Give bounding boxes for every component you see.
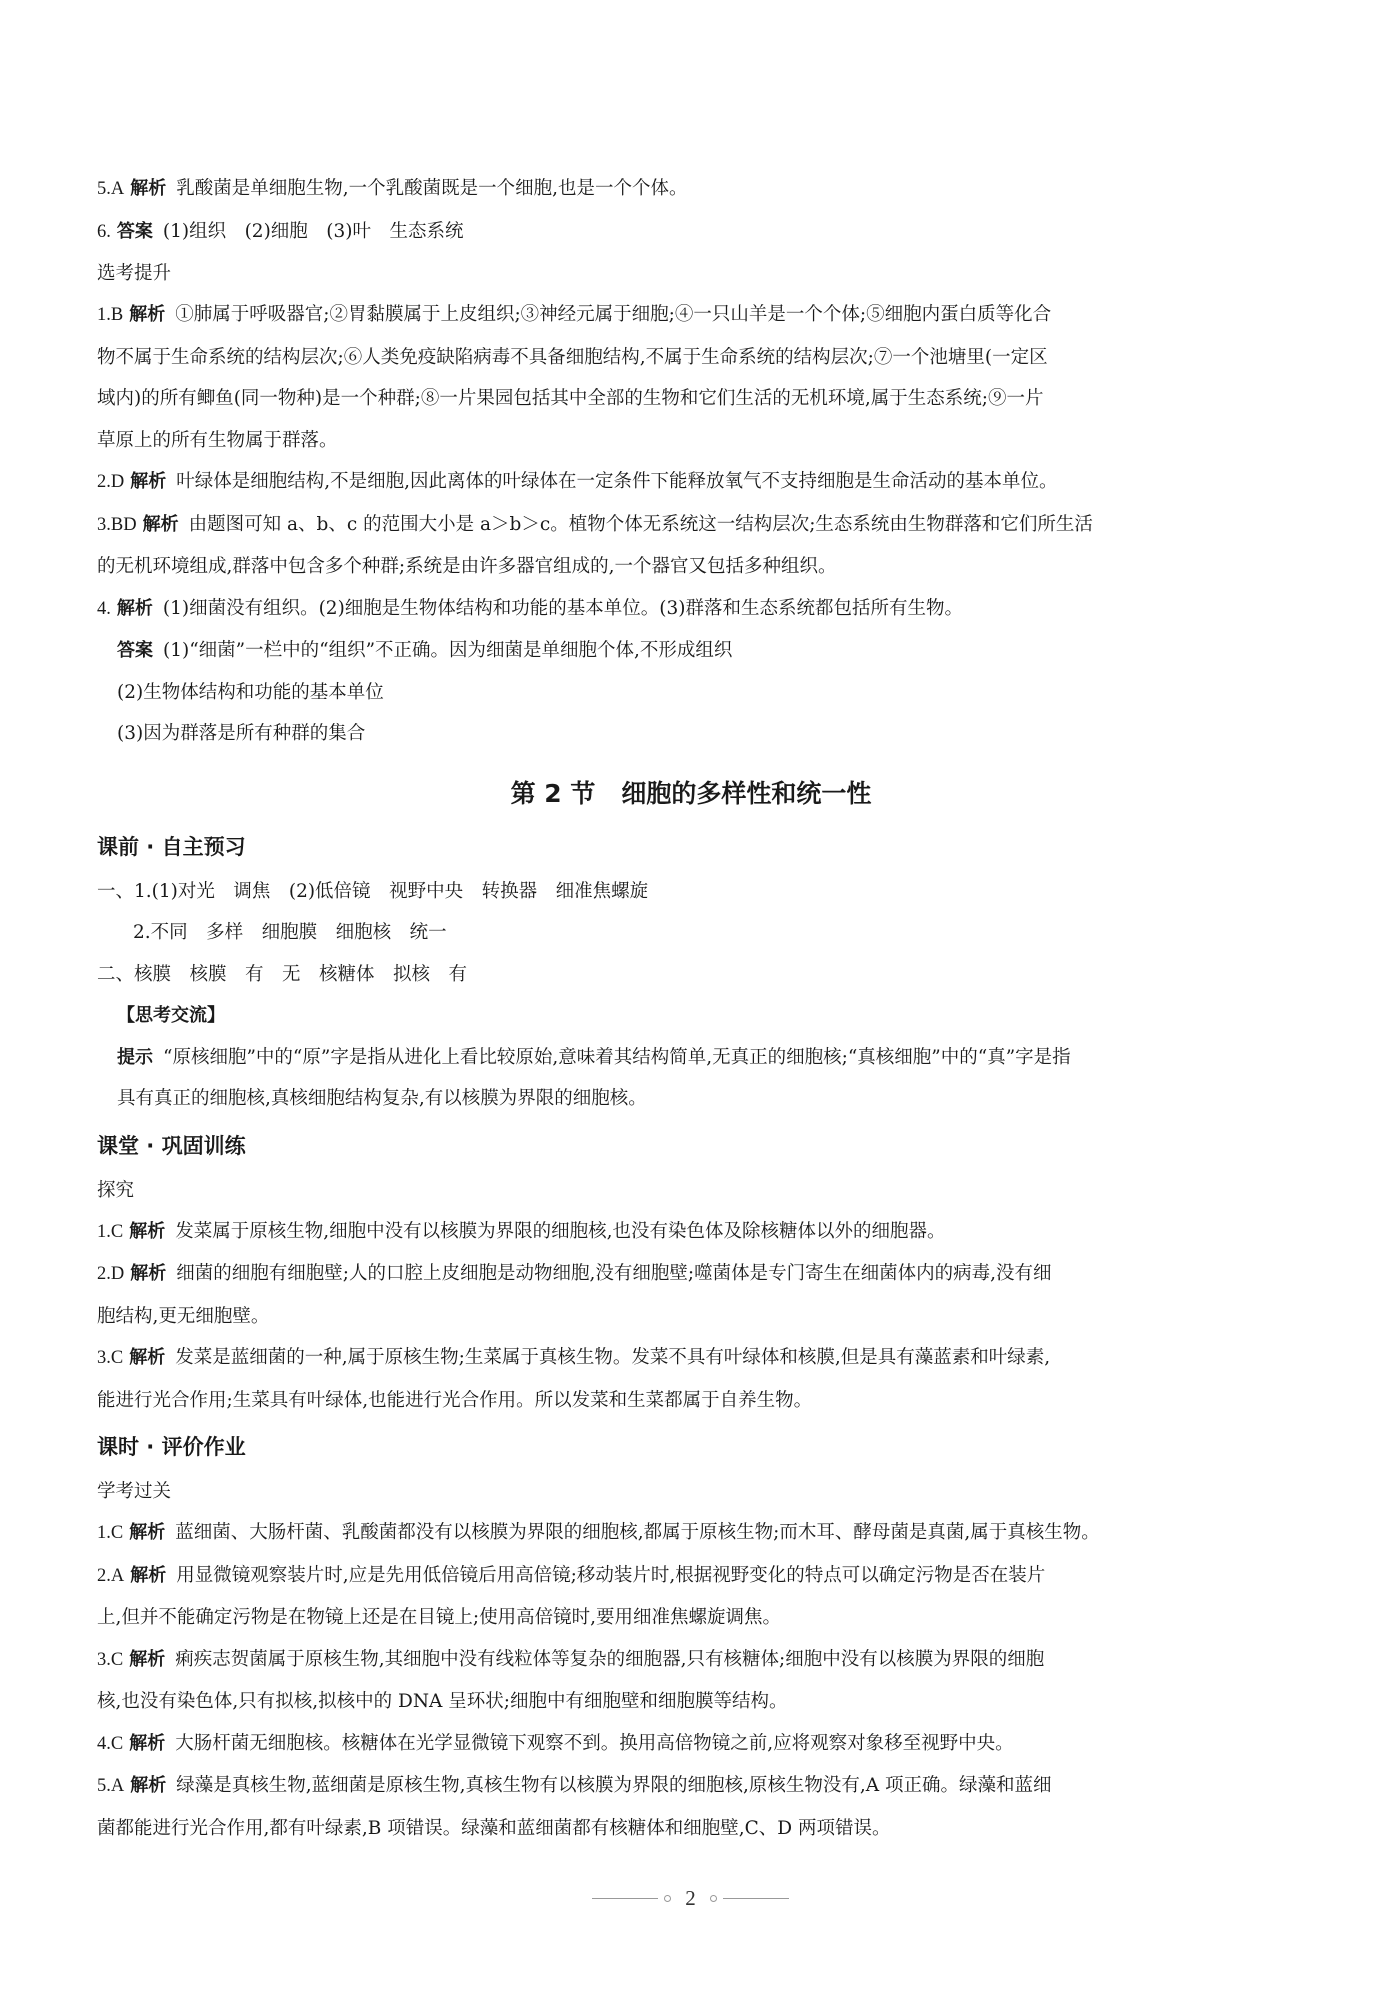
think-tip: 提示 “原核细胞”中的“原”字是指从进化上看比较原始,意味着其结构简单,无真正的细胞核;“真核细胞”中的“真”字是指 具有真正的细胞核,真核细胞结构复杂,有以核膜为界限的细胞核。 (117, 1046, 1071, 1109)
kshi-answer-5: 5.A 解析 绿藻是真核生物,蓝细菌是原核生物,真核生物有以核膜为界限的细胞核,原核生物没有,A 项正确。绿藻和蓝细 菌都能进行光合作用,都有叶绿素,B 项错误。绿藻和蓝细菌都有核糖体和细胞壁,C、D 两项错误。 (97, 1775, 1052, 1839)
answer-5: 5.A 解析 乳酸菌是单细胞生物,一个乳酸菌既是一个细胞,也是一个个体。 (97, 178, 688, 199)
footer-dot-right (710, 1895, 717, 1902)
think-exchange: 【思考交流】 (117, 1005, 225, 1026)
ktang-answer-1: 1.C 解析 发菜属于原核生物,细胞中没有以核膜为界限的细胞核,也没有染色体及除核糖体以外的细胞器。 (97, 1220, 946, 1242)
section-kshi-title: 课时 · 评价作业 (97, 1435, 246, 1459)
ktang-answer-3: 3.C 解析 发菜是蓝细菌的一种,属于原核生物;生菜属于真核生物。发菜不具有叶绿体和核膜,但是具有藻蓝素和叶绿素, 能进行光合作用;生菜具有叶绿体,也能进行光合作用。所以发菜和生菜都属于自养生物。 (97, 1347, 1051, 1411)
ktang-answer-2: 2.D 解析 细菌的细胞有细胞壁;人的口腔上皮细胞是动物细胞,没有细胞壁;噬菌体是专门寄生在细菌体内的病毒,没有细 胞结构,更无细胞壁。 (97, 1263, 1052, 1327)
xuankao-answer-2: 2.D 解析 叶绿体是细胞结构,不是细胞,因此离体的叶绿体在一定条件下能释放氧气不支持细胞是生命活动的基本单位。 (97, 471, 1058, 492)
kshi-answer-4: 4.C 解析 大肠杆菌无细胞核。核糖体在光学显微镜下观察不到。换用高倍物镜之前,应将观察对象移至视野中央。 (97, 1732, 1014, 1754)
chapter-heading: 第 2 节 细胞的多样性和统一性 (510, 778, 872, 808)
section-ktang-title: 课堂 · 巩固训练 (97, 1133, 246, 1158)
subsection-tanjiu: 探究 (97, 1179, 135, 1201)
kshi-answer-3: 3.C 解析 痢疾志贺菌属于原核生物,其细胞中没有线粒体等复杂的细胞器,只有核糖体;细胞中没有以核膜为界限的细胞 核,也没有染色体,只有拟核,拟核中的 DNA 呈环状;细胞中有细胞壁和细胞膜等结构。 (97, 1648, 1045, 1712)
page-number: 2 (685, 1886, 696, 1910)
kshi-answer-2: 2.A 解析 用显微镜观察装片时,应是先用低倍镜后用高倍镜;移动装片时,根据视野变化的特点可以确定污物是否在装片 上,但并不能确定污物是在物镜上还是在目镜上;使用高倍镜时,要用细准焦螺旋调焦。 (97, 1564, 1046, 1628)
answer-6: 6. 答案 (1)组织 (2)细胞 (3)叶 生态系统 (97, 220, 464, 242)
kqian-line-2: 2.不同 多样 细胞膜 细胞核 统一 (133, 922, 447, 943)
xuankao-answer-1: 1.B 解析 ①肺属于呼吸器官;②胃黏膜属于上皮组织;③神经元属于细胞;④一只山羊是一个个体;⑤细胞内蛋白质等化合 物不属于生命系统的结构层次;⑥人类免疫缺陷病毒不具备细胞结构,不属于生命系统的结构层次;⑦一个池塘里(一定区 域内)的所有鲫鱼(同一物种)是一个种群;⑧一片果园包括其中全部的生物和它们生活的无机环境,属于生态系统;⑨一片 草原上的所有生物属于群落。 (97, 304, 1052, 451)
subsection-xuankao: 选考提升 (97, 263, 172, 284)
section-kqian-title: 课前 · 自主预习 (97, 834, 246, 859)
xuankao-answer-4: 4. 解析 (1)细菌没有组织。(2)细胞是生物体结构和功能的基本单位。(3)群落和生态系统都包括所有生物。 答案 (1)“细菌”一栏中的“组织”不正确。因为细菌是单细胞个体,不形成组织 (2)生物体结构和功能的基本单位 (3)因为群落是所有种群的集合 (97, 597, 963, 744)
subsection-xuekao: 学考过关 (97, 1481, 172, 1502)
kshi-answer-1: 1.C 解析 蓝细菌、大肠杆菌、乳酸菌都没有以核膜为界限的细胞核,都属于原核生物;而木耳、酵母菌是真菌,属于真核生物。 (97, 1522, 1100, 1543)
footer-dot-left (664, 1895, 671, 1902)
page-footer (0, 1886, 1381, 1911)
kqian-line-3: 二、核膜 核膜 有 无 核糖体 拟核 有 (97, 963, 468, 985)
footer-rule-right (723, 1898, 789, 1899)
footer-rule-left (592, 1898, 658, 1899)
page-content (97, 168, 1285, 1849)
kqian-line-1: 一、1.(1)对光 调焦 (2)低倍镜 视野中央 转换器 细准焦螺旋 (97, 880, 649, 902)
xuankao-answer-3: 3.BD 解析 由题图可知 a、b、c 的范围大小是 a＞b＞c。植物个体无系统这一结构层次;生态系统由生物群落和它们所生活 的无机环境组成,群落中包含多个种群;系统是由许多器官组成的,一个器官又包括多种组织。 (97, 513, 1093, 577)
